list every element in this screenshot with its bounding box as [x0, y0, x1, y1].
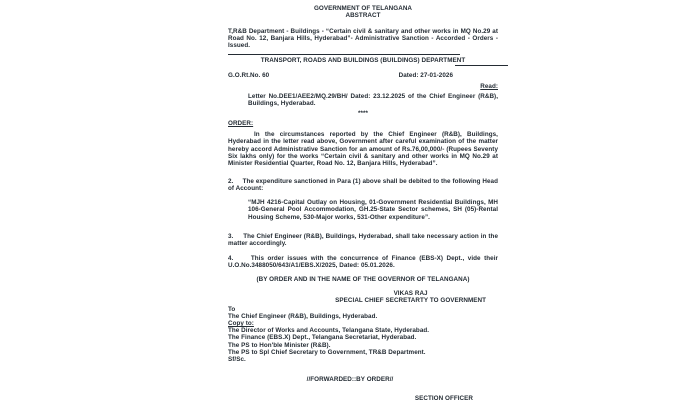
copy-to-label: Copy to:	[228, 320, 254, 328]
government-order-document	[228, 5, 498, 402]
go-number-row	[228, 72, 498, 79]
abstract-heading: ABSTRACT	[345, 12, 381, 20]
signatory-name: VIKAS RAJ	[393, 289, 428, 297]
go-number: G.O.Rt.No. 60	[228, 72, 270, 80]
department-heading: TRANSPORT, ROADS AND BUILDINGS (BUILDINGS) DEPARTMENT	[260, 56, 466, 64]
to-label: To	[228, 306, 236, 314]
copy-line: The Finance (EBS.X) Dept., Telangana Secretariat, Hyderabad.	[228, 334, 417, 342]
government-title: GOVERNMENT OF TELANGANA	[313, 5, 413, 12]
copy-line: The Director of Works and Accounts, Telangana State, Hyderabad.	[228, 327, 430, 335]
order-paragraph-3: 3. The Chief Engineer (R&B), Buildings, Hyderabad, shall take necessary action in the matter accordingly.	[228, 233, 498, 248]
asterisk-separator: ****	[357, 110, 368, 118]
order-paragraph-4: 4. This order issues with the concurrence of Finance (EBS-X) Dept., vide their U.O.No.3488050/643/A1/EBS.X/2025, Dated: 05.01.2026.	[228, 254, 498, 269]
copy-line: The PS to Spl Chief Secretary to Government, TR&B Department.	[228, 348, 426, 356]
go-date: Dated: 27-01-2026	[398, 72, 453, 80]
order-heading-row	[228, 120, 498, 127]
order-paragraph-2: 2. The expenditure sanctioned in Para (1) above shall be debited to the following Head of Account:	[228, 177, 498, 192]
copy-line: The PS to Hon'ble Minister (R&B).	[228, 341, 331, 349]
reference-letter: Letter No.DEE1/AEE2/MQ.29/BH/ Dated: 23.12.2025 of the Chief Engineer (R&B), Buildings, Hyderabad.	[248, 92, 498, 108]
signature-block	[335, 290, 486, 305]
copy-to-row	[228, 320, 498, 327]
to-address: The Chief Engineer (R&B), Buildings, Hyderabad.	[228, 313, 378, 321]
read-row	[228, 83, 498, 90]
forwarded-line: //FORWARDED::BY ORDER//	[306, 375, 394, 383]
read-label: Read:	[480, 82, 498, 90]
head-of-account: “MJH 4216-Capital Outlay on Housing, 01-Government Residential Buildings, MH 106-General Pool Accommodation, GH.25-State Sector schemes, SH (05)-Rental Housing Scheme, 530-Major works, 531-Other expenditure”.	[248, 199, 498, 221]
department-heading-block	[228, 54, 498, 64]
by-order-line: (BY ORDER AND IN THE NAME OF THE GOVERNOR OF TELANGANA)	[256, 276, 470, 284]
order-paragraph-1: In the circumstances reported by the Chief Engineer (R&B), Buildings, Hyderabad in the letter read above, Government after careful examination of the matter hereby accord Administrative Sanction for an amount of Rs.76,00,000/- (Rupees Seventy Six lakhs only) for the works “Certain civil & sanitary and other works in MQ No.29 at Minister Residential Quarter, Road No. 12, Banjara Hills, Hyderabad”.	[228, 131, 498, 168]
order-heading: ORDER:	[228, 119, 254, 127]
copy-line: Sf/Sc.	[228, 355, 246, 363]
horizontal-rule	[228, 54, 460, 55]
section-officer-line: SECTION OFFICER	[414, 395, 473, 403]
signatory-designation: SPECIAL CHIEF SECRETARTY TO GOVERNMENT	[335, 296, 486, 304]
short-horizontal-rule	[455, 65, 508, 66]
subject-paragraph: T,R&B Department - Buildings - “Certain civil & sanitary and other works in MQ No.29 at Road No. 12, Banjara Hills, Hyderabad”- Administrative Sanction - Accorded - Orders - Issued.	[228, 27, 498, 50]
